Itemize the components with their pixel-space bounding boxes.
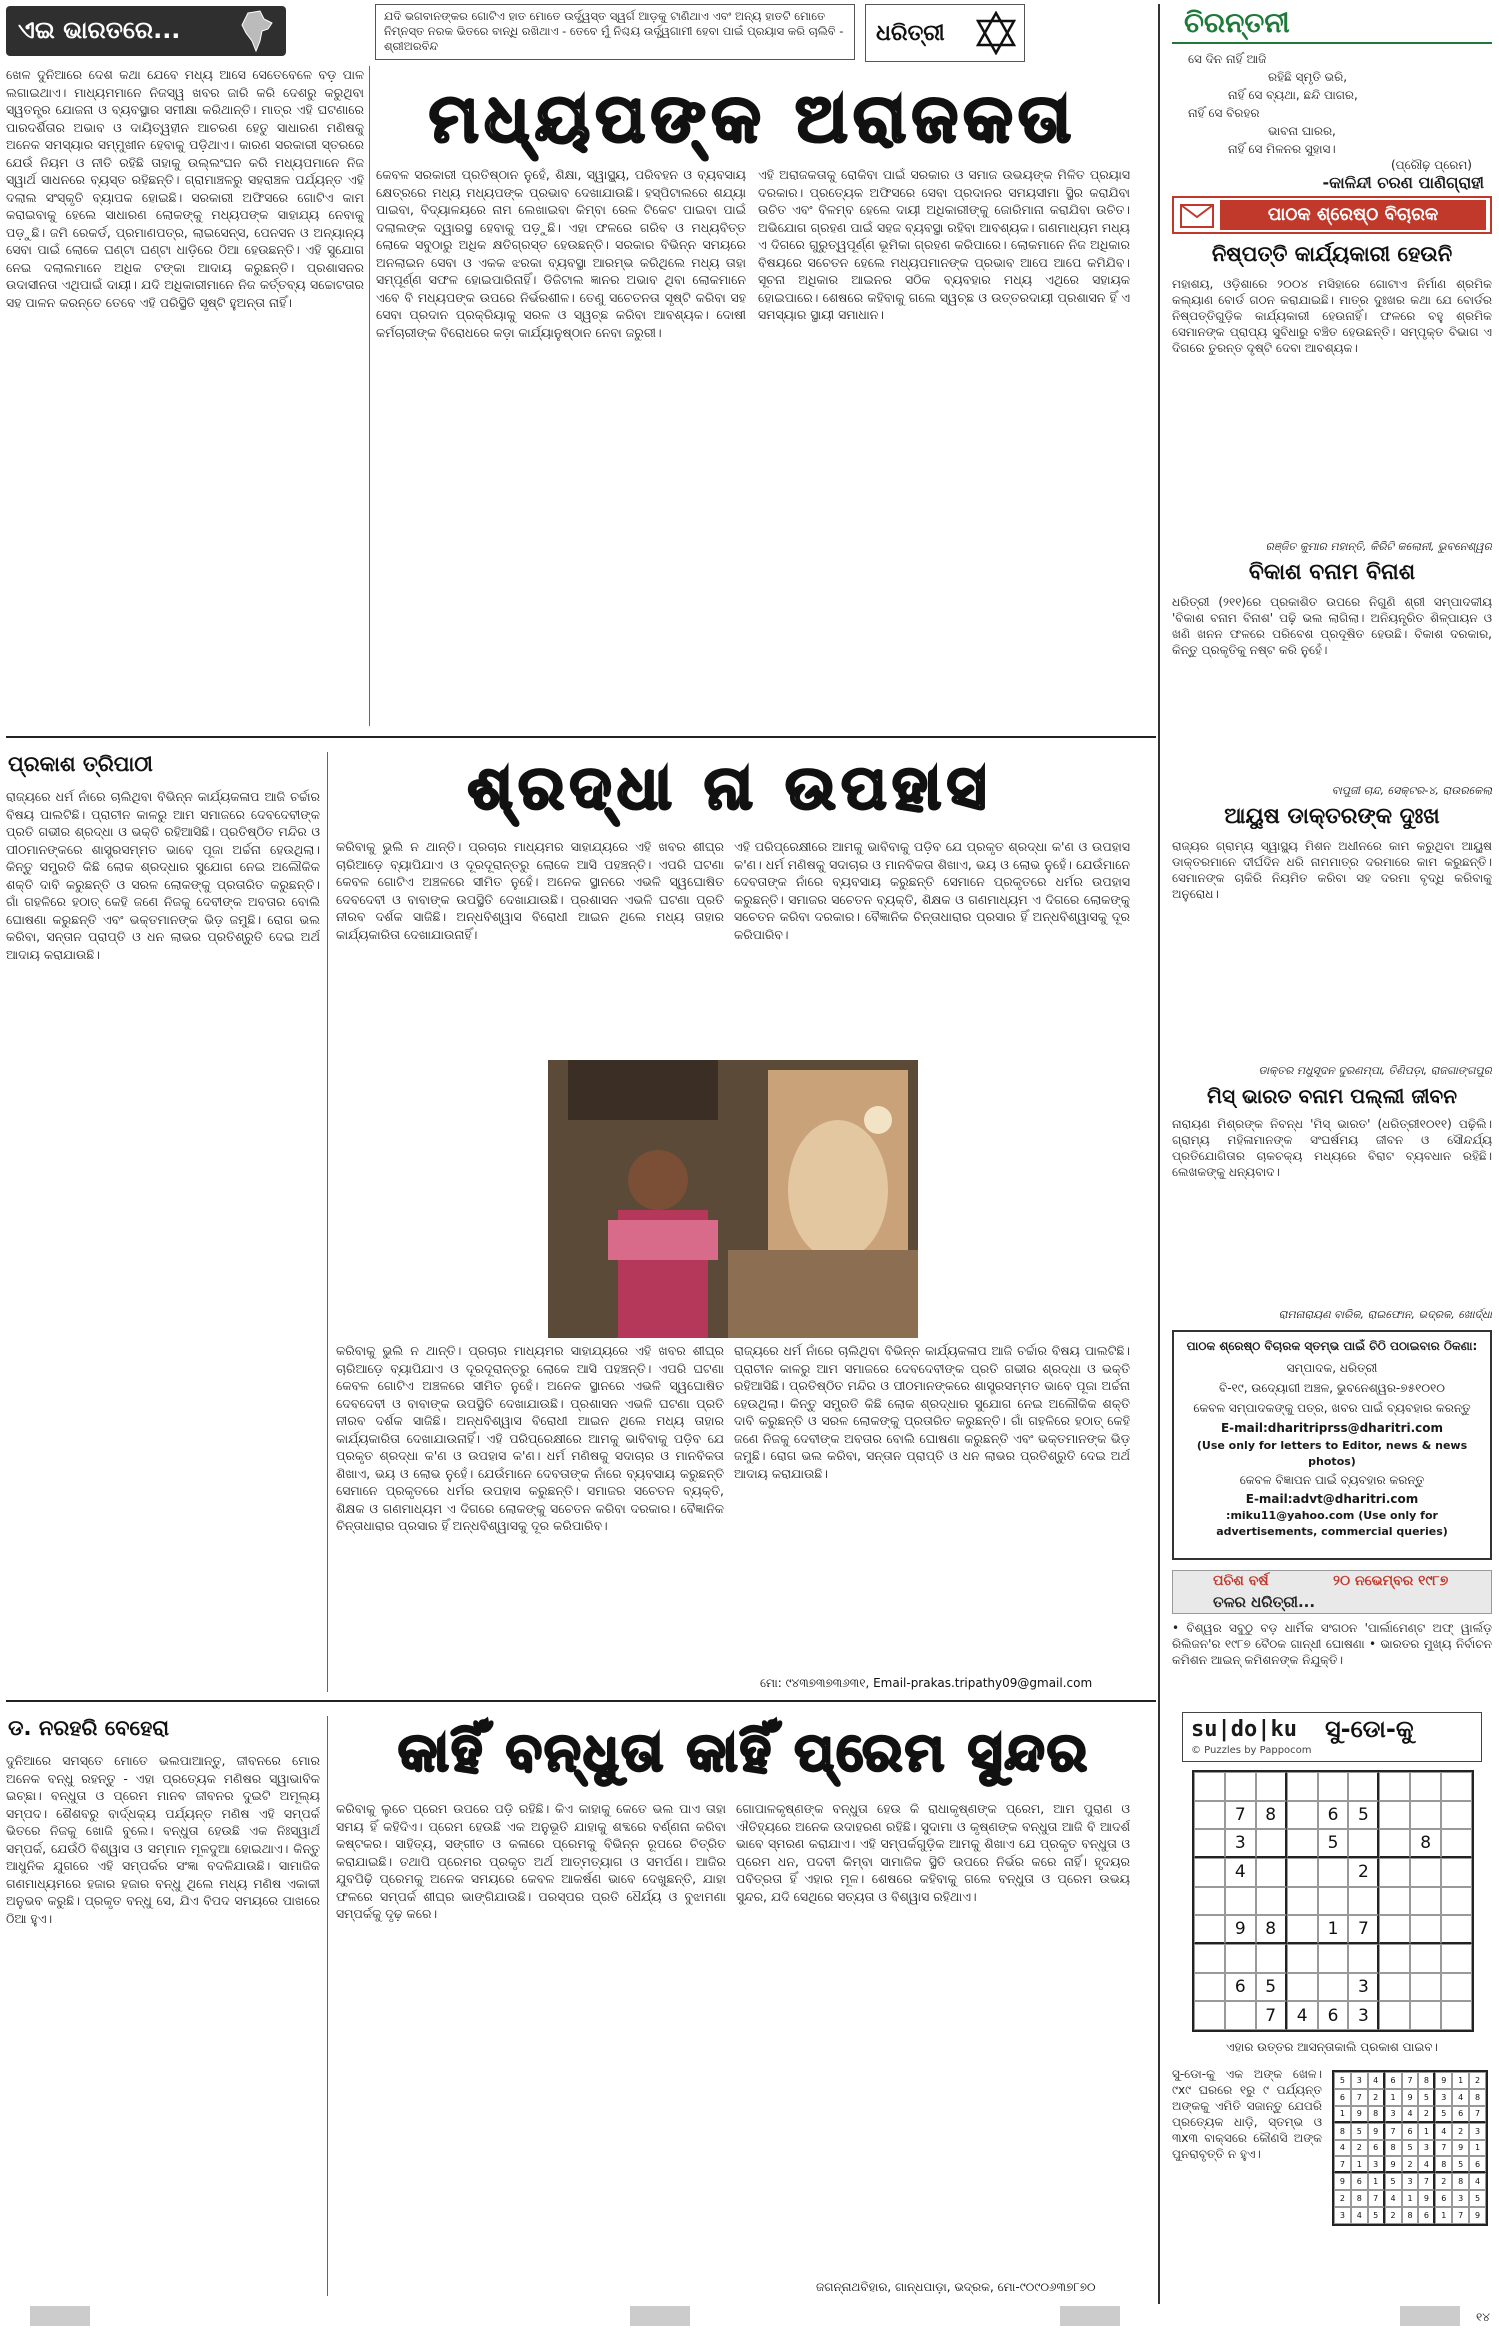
sudoku-cell[interactable]: 7	[1348, 1915, 1379, 1944]
sudoku-credit: © Puzzles by Pappocom	[1191, 1745, 1312, 1756]
sudoku-cell[interactable]	[1225, 2001, 1256, 2030]
sudoku-cell[interactable]	[1318, 1973, 1349, 2002]
answer-cell: 3	[1469, 2123, 1486, 2140]
answer-cell: 8	[1334, 2123, 1351, 2140]
sudoku-cell[interactable]	[1256, 1858, 1287, 1887]
sudoku-cell[interactable]	[1256, 1829, 1287, 1858]
letter-body: ନାରାୟଣ ମିଶ୍ରଙ୍କ ନିବନ୍ଧ 'ମିସ୍ ଭାରତ' (ଧରିତ୍ରୀ୧୦୧୧) ପଢ଼ିଲି। ଗ୍ରାମ୍ୟ ମହିଳାମାନଙ୍କ ସଂଘର୍ଷମୟ ଜୀବନ ଓ ସୌନ୍ଦର୍ଯ୍ୟ ପ୍ରତିଯୋଗିତାର ଚାକଚକ୍ୟ ମଧ୍ୟରେ ବିରାଟ ବ୍ୟବଧାନ ରହିଛି। ଲେଖକଙ୍କୁ ଧନ୍ୟବାଦ।	[1172, 1117, 1492, 1179]
sudoku-title: su|do|ku	[1191, 1717, 1297, 1742]
answer-cell: 4	[1334, 2140, 1351, 2157]
answer-cell: 7	[1334, 2156, 1351, 2173]
poem-author: -କାଳିନ୍ଦୀ ଚରଣ ପାଣିଗ୍ରାହୀ	[1322, 173, 1484, 192]
sudoku-cell[interactable]: 9	[1225, 1915, 1256, 1944]
letter-title: ନିଷ୍ପତ୍ତି କାର୍ଯ୍ୟକାରୀ ହେଉନି	[1211, 242, 1453, 266]
answer-cell: 6	[1418, 2207, 1435, 2224]
page-number: ୧୪	[1476, 2310, 1490, 2324]
article-column-3: ଗୋପାଳକୃଷ୍ଣଙ୍କ ବନ୍ଧୁତା ହେଉ କି ରାଧାକୃଷ୍ଣଙ୍କ ପ୍ରେମ, ଆମ ପୁରାଣ ଓ ଐତିହ୍ୟରେ ଅନେକ ଉଦାହରଣ ରହିଛି। ସୁଦାମା ଓ କୃଷ୍ଣଙ୍କ ବନ୍ଧୁତା ଆଜି ବି ଆଦର୍ଶ ଭାବେ ସ୍ମରଣ କରାଯାଏ। ଏହି ସମ୍ପର୍କଗୁଡ଼ିକ ଆମକୁ ଶିଖାଏ ଯେ ପ୍ରକୃତ ବନ୍ଧୁତା ଓ ପ୍ରେମ ଧନ, ପଦବୀ କିମ୍ବା ସାମାଜିକ ସ୍ଥିତି ଉପରେ ନିର୍ଭର କରେ ନାହିଁ। ହୃଦୟର ପବିତ୍ରତା ହିଁ ଏହାର ମୂଳ। ଶେଷରେ କହିବାକୁ ଗଲେ ବନ୍ଧୁତା ଓ ପ୍ରେମ ଉଭୟ ସୁନ୍ଦର, ଯଦି ସେଥିରେ ସତ୍ୟତା ଓ ବିଶ୍ୱାସ ରହିଥାଏ।	[736, 1801, 1130, 1904]
letter-signature: ରଞ୍ଜିତ କୁମାର ମହାନ୍ତି, କିରିଟି କଲୋନୀ, ଭୁବନେଶ୍ୱର	[1265, 540, 1492, 553]
answer-cell: 7	[1452, 2207, 1469, 2224]
sudoku-answer-grid	[1332, 2070, 1488, 2226]
answer-cell: 1	[1334, 2106, 1351, 2123]
answer-cell: 4	[1469, 2173, 1486, 2190]
answer-cell: 5	[1351, 2123, 1368, 2140]
answer-cell: 6	[1385, 2072, 1402, 2089]
sudoku-cell[interactable]	[1287, 1858, 1318, 1887]
sudoku-cell[interactable]	[1441, 1915, 1472, 1944]
letter-signature: ରାମନାରାୟଣ ବାରିକ, ରାଇଫୋନ, ଭଦ୍ରକ, ଖୋର୍ଦ୍ଧା	[1278, 1308, 1492, 1321]
article-headline: ମଧ୍ୟପଙ୍କ ଅରାଜକତା	[429, 80, 1077, 157]
answer-cell: 8	[1418, 2072, 1435, 2089]
sudoku-cell[interactable]: 5	[1348, 1801, 1379, 1830]
answer-cell: 2	[1368, 2089, 1385, 2106]
sudoku-cell[interactable]	[1441, 1973, 1472, 2002]
sudoku-cell[interactable]: 6	[1225, 1973, 1256, 2002]
sudoku-cell[interactable]	[1441, 1944, 1472, 1973]
answer-cell: 4	[1368, 2072, 1385, 2089]
contact-line: advertisements, commercial queries)	[1216, 1525, 1448, 1538]
sudoku-note: ଏହାର ଉତ୍ତର ଆସନ୍ତାକାଲି ପ୍ରକାଶ ପାଇବ।	[1226, 2040, 1438, 2054]
answer-cell: 5	[1452, 2156, 1469, 2173]
article-byline: ଡ. ନରହରି ବେହେରା	[8, 1716, 170, 1740]
sudoku-cell[interactable]	[1379, 1973, 1410, 2002]
answer-cell: 2	[1452, 2123, 1469, 2140]
star-emblem-icon	[974, 11, 1018, 55]
answer-cell: 6	[1351, 2173, 1368, 2190]
answer-cell: 7	[1385, 2123, 1402, 2140]
sudoku-cell[interactable]	[1379, 1829, 1410, 1858]
answer-cell: 2	[1435, 2173, 1452, 2190]
sudoku-cell[interactable]	[1379, 1858, 1410, 1887]
letter-title: ବିକାଶ ବନାମ ବିନାଶ	[1248, 560, 1416, 585]
answer-cell: 6	[1452, 2106, 1469, 2123]
sudoku-cell[interactable]	[1287, 1915, 1318, 1944]
answer-cell: 8	[1368, 2106, 1385, 2123]
sudoku-cell[interactable]	[1287, 1944, 1318, 1973]
sudoku-title-odia: ସୁ-ଡୋ-କୁ	[1325, 1715, 1414, 1743]
answer-cell: 3	[1435, 2089, 1452, 2106]
sudoku-cell[interactable]	[1287, 1772, 1318, 1801]
answer-cell: 6	[1368, 2140, 1385, 2157]
letter-body: ମହାଶୟ, ଓଡ଼ିଶାରେ ୨୦୦୪ ମସିହାରେ ଗୋଟାଏ ନିର୍ମାଣ ଶ୍ରମିକ କଲ୍ୟାଣ ବୋର୍ଡ ଗଠନ କରାଯାଇଛି। ମାତ୍ର ଦୁଃଖର କଥା ଯେ ବୋର୍ଡର ନିଷ୍ପତ୍ତିଗୁଡ଼ିକ କାର୍ଯ୍ୟକାରୀ ହେଉନାହିଁ। ଫଳରେ ବହୁ ଶ୍ରମିକ ସେମାନଙ୍କ ପ୍ରାପ୍ୟ ସୁବିଧାରୁ ବଞ୍ଚିତ ହେଉଛନ୍ତି। ସମ୍ପୃକ୍ତ ବିଭାଗ ଏ ଦିଗରେ ତୁରନ୍ତ ଦୃଷ୍ଟି ଦେବା ଆବଶ୍ୟକ।	[1172, 277, 1492, 355]
sudoku-cell[interactable]	[1318, 1944, 1349, 1973]
letter-signature: ଡାକ୍ତର ମଧୁସୂଦନ ଦୁରଣମ୍ପା, ତିଣିପଡ଼ା, ରାଜଗାଙ୍ଗପୁର	[1258, 1064, 1492, 1077]
series-tag	[6, 6, 286, 56]
answer-cell: 9	[1402, 2089, 1419, 2106]
sudoku-cell[interactable]	[1348, 1944, 1379, 1973]
letter-body: ଧରିତ୍ରୀ (୨୧୧)ରେ ପ୍ରକାଶିତ ଉପରେ ନିଗୁଣି ଶ୍ରୀ ସମ୍ପାଦକୀୟ 'ବିକାଶ ବନାମ ବିନାଶ' ପଢ଼ି ଭଲ ଲାଗିଲା। ଅନିୟନ୍ତ୍ରିତ ଶିଳ୍ପାୟନ ଓ ଖଣି ଖନନ ଫଳରେ ପରିବେଶ ପ୍ରଦୂଷିତ ହେଉଛି। ବିକାଶ ଦରକାର, କିନ୍ତୁ ପ୍ରକୃତିକୁ ନଷ୍ଟ କରି ନୁହେଁ।	[1172, 595, 1492, 657]
answer-cell: 5	[1334, 2072, 1351, 2089]
archive-subtitle: ତଳର ଧରିତ୍ରୀ...	[1213, 1593, 1316, 1611]
article-column-3: ଏହି ପରିପ୍ରେକ୍ଷୀରେ ଆମକୁ ଭାବିବାକୁ ପଡ଼ିବ ଯେ ପ୍ରକୃତ ଶ୍ରଦ୍ଧା କ'ଣ ଓ ଉପହାସ କ'ଣ। ଧର୍ମ ମଣିଷକୁ ସଦାଚାର ଓ ମାନବିକତା ଶିଖାଏ, ଭୟ ଓ ଲୋଭ ନୁହେଁ। ଯେଉଁମାନେ ଦେବତାଙ୍କ ନାଁରେ ବ୍ୟବସାୟ କରୁଛନ୍ତି ସେମାନେ ପ୍ରକୃତରେ ଧର୍ମର ଉପହାସ କରୁଛନ୍ତି। ସମାଜର ସଚେତନ ବ୍ୟକ୍ତି, ଶିକ୍ଷକ ଓ ଗଣମାଧ୍ୟମ ଏ ଦିଗରେ ଲୋକଙ୍କୁ ସଚେତନ କରିବା ଦରକାର। ବୈଜ୍ଞାନିକ ଚିନ୍ତାଧାରାର ପ୍ରସାର ହିଁ ଅନ୍ଧବିଶ୍ୱାସକୁ ଦୂର କରିପାରିବ।	[734, 839, 1130, 942]
sudoku-cell[interactable]	[1194, 1829, 1225, 1858]
answer-cell: 7	[1402, 2072, 1419, 2089]
chirantani-box	[1172, 6, 1492, 192]
answer-cell: 4	[1402, 2106, 1419, 2123]
archive-banner	[1172, 1570, 1492, 1614]
footer-bar	[630, 2306, 690, 2326]
answer-cell: 9	[1418, 2190, 1435, 2207]
article-column-2: ଏହି ଅରାଜକତାକୁ ରୋକିବା ପାଇଁ ସରକାର ଓ ସମାଜ ଉଭୟଙ୍କ ମିଳିତ ପ୍ରୟାସ ଦରକାର। ପ୍ରତ୍ୟେକ ଅଫିସରେ ସେବା ପ୍ରଦାନର ସମୟସୀମା ସ୍ଥିର କରାଯିବା ଉଚିତ ଏବଂ ବିଳମ୍ବ ହେଲେ ଦାୟୀ ଅଧିକାରୀଙ୍କୁ ଜୋରିମାନା କରାଯିବା ଉଚିତ। ଅଭିଯୋଗ ଗ୍ରହଣ ପାଇଁ ସହଜ ବ୍ୟବସ୍ଥା ରହିବା ଆବଶ୍ୟକ। ଗଣମାଧ୍ୟମ ମଧ୍ୟ ଏ ଦିଗରେ ଗୁରୁତ୍ୱପୂର୍ଣ୍ଣ ଭୂମିକା ଗ୍ରହଣ କରିପାରେ। ଲୋକମାନେ ନିଜ ଅଧିକାର ବିଷୟରେ ସଚେତନ ହେଲେ ମଧ୍ୟପମାନଙ୍କ ପ୍ରଭାବ ଆପେ ଆପେ କମିଯିବ। ସୂଚନା ଅଧିକାର ଆଇନର ସଠିକ ବ୍ୟବହାର ମଧ୍ୟ ଏଥିରେ ସହାୟକ ହୋଇପାରେ। ଶେଷରେ କହିବାକୁ ଗଲେ ସ୍ୱଚ୍ଛ ଓ ଉତ୍ତରଦାୟୀ ପ୍ରଶାସନ ହିଁ ଏ ସମସ୍ୟାର ସ୍ଥାୟୀ ସମାଧାନ।	[758, 167, 1130, 322]
answer-cell: 7	[1368, 2190, 1385, 2207]
answer-cell: 1	[1351, 2156, 1368, 2173]
sudoku-cell[interactable]: 4	[1287, 2001, 1318, 2030]
sudoku-grid[interactable]	[1192, 1770, 1474, 2032]
article-column-2: କରିବାକୁ ଭୁଲି ନ ଥାନ୍ତି। ପ୍ରଚାର ମାଧ୍ୟମର ସାହାଯ୍ୟରେ ଏହି ଖବର ଶୀଘ୍ର ଚାରିଆଡ଼େ ବ୍ୟାପିଯାଏ ଓ ଦୂରଦୂରାନ୍ତରୁ ଲୋକେ ଆସି ପହଞ୍ଚନ୍ତି। ଏପରି ଘଟଣା କେବଳ ଗୋଟିଏ ଅଞ୍ଚଳରେ ସୀମିତ ନୁହେଁ। ଅନେକ ସ୍ଥାନରେ ଏଭଳି ସ୍ୱଘୋଷିତ ଦେବଦେବୀ ଓ ବାବାଙ୍କ ଉପସ୍ଥିତି ଦେଖାଯାଉଛି। ପ୍ରଶାସନ ଏଭଳି ଘଟଣା ପ୍ରତି ନୀରବ ଦର୍ଶକ ସାଜିଛି। ଅନ୍ଧବିଶ୍ୱାସ ବିରୋଧୀ ଆଇନ ଥିଲେ ମଧ୍ୟ ତାହାର କାର୍ଯ୍ୟକାରିତା ଦେଖାଯାଉନାହିଁ।	[336, 839, 724, 942]
sudoku-cell[interactable]	[1348, 1887, 1379, 1916]
answer-cell: 7	[1469, 2106, 1486, 2123]
archive-date: ୨୦ ନଭେମ୍ବର ୧୯୮୭	[1333, 1573, 1449, 1589]
sudoku-cell[interactable]	[1194, 1915, 1225, 1944]
sudoku-cell[interactable]	[1379, 1801, 1410, 1830]
sudoku-cell[interactable]: 8	[1410, 1829, 1441, 1858]
answer-cell: 4	[1435, 2123, 1452, 2140]
letters-banner	[1172, 196, 1492, 234]
answer-cell: 2	[1334, 2190, 1351, 2207]
answer-cell: 1	[1469, 2140, 1486, 2157]
sudoku-cell[interactable]	[1410, 2001, 1441, 2030]
sudoku-cell[interactable]	[1194, 1858, 1225, 1887]
sudoku-cell[interactable]	[1225, 1887, 1256, 1916]
sudoku-cell[interactable]: 7	[1256, 2001, 1287, 2030]
answer-cell: 3	[1418, 2140, 1435, 2157]
contact-line: ସମ୍ପାଦକ, ଧରିତ୍ରୀ	[1286, 1361, 1378, 1375]
contact-email[interactable]: :miku11@yahoo.com (Use only for	[1226, 1509, 1438, 1522]
archive-text: • ବିଶ୍ୱର ସବୁଠୁ ବଡ଼ ଧାର୍ମିକ ସଂଗଠନ 'ପାର୍ଲାମେଣ୍ଟ ଅଫ୍ ୱାର୍ଲଡ଼ ରିଲିଜନ'ର ୧୯୮୭ ବୈଠକ ଗାନ୍ଧୀ ଘୋଷଣା • ଭାରତର ମୁଖ୍ୟ ନିର୍ବାଚନ କମିଶନ ଆଇନ୍ କମିଶନଙ୍କ ନିଯୁକ୍ତି।	[1172, 1621, 1492, 1667]
india-map-icon	[234, 9, 278, 53]
answer-cell: 8	[1385, 2140, 1402, 2157]
sudoku-cell[interactable]	[1348, 1829, 1379, 1858]
answer-cell: 3	[1368, 2156, 1385, 2173]
answer-cell: 4	[1351, 2207, 1368, 2224]
answer-cell: 2	[1385, 2207, 1402, 2224]
sudoku-cell[interactable]	[1194, 1772, 1225, 1801]
dharitri-logo	[865, 4, 1025, 62]
sudoku-cell[interactable]	[1441, 1887, 1472, 1916]
answer-cell: 9	[1351, 2106, 1368, 2123]
sudoku-cell[interactable]	[1410, 1887, 1441, 1916]
answer-cell: 1	[1368, 2173, 1385, 2190]
sudoku-cell[interactable]: 3	[1348, 2001, 1379, 2030]
sudoku-cell[interactable]: 6	[1318, 1801, 1349, 1830]
sudoku-cell[interactable]	[1441, 1829, 1472, 1858]
sudoku-cell[interactable]: 8	[1256, 1801, 1287, 1830]
answer-cell: 9	[1385, 2156, 1402, 2173]
answer-cell: 7	[1351, 2089, 1368, 2106]
answer-cell: 1	[1418, 2123, 1435, 2140]
contact-email[interactable]: E-mail:advt@dharitri.com	[1245, 1492, 1419, 1506]
article-byline: ପ୍ରକାଶ ତ୍ରିପାଠୀ	[8, 752, 153, 776]
answer-cell: 1	[1452, 2072, 1469, 2089]
sudoku-cell[interactable]	[1441, 1772, 1472, 1801]
answer-cell: 5	[1418, 2089, 1435, 2106]
daily-quote-text: ଯଦି ଭଗବାନଙ୍କର ଗୋଟିଏ ହାତ ମୋତେ ଉର୍ଦ୍ଧ୍ୱସ୍ତ ସ୍ୱର୍ଗ ଆଡ଼କୁ ଟାଣିଥାଏ ଏବଂ ଅନ୍ୟ ହାତଟି ମୋତେ ନିମ୍ନସ୍ତ ନରକ ଭିତରେ ବାନ୍ଧି ରଖିଥାଏ - ତେବେ ମୁଁ ନିଶ୍ଚୟ ଉର୍ଦ୍ଧ୍ୱଗାମୀ ହେବା ପାଇଁ ପ୍ରୟାସ କରି ଚାଲିବି - ଶ୍ରୀଅରବିନ୍ଦ	[384, 9, 844, 53]
sudoku-header	[1182, 1712, 1482, 1762]
answer-cell: 4	[1452, 2089, 1469, 2106]
sudoku-cell[interactable]	[1194, 1801, 1225, 1830]
footer-bar	[1400, 2306, 1460, 2326]
answer-cell: 9	[1469, 2207, 1486, 2224]
sudoku-cell[interactable]	[1194, 1973, 1225, 2002]
chirantani-title: ଚିରନ୍ତନୀ	[1172, 6, 1492, 44]
sudoku-cell[interactable]: 2	[1348, 1858, 1379, 1887]
article-column-2: କରିବାକୁ ଲୁଚେ ପ୍ରେମ ଉପରେ ପଡ଼ି ରହିଛି। କିଏ କାହାକୁ କେତେ ଭଲ ପାଏ ତାହା ସମୟ ହିଁ କହିଦିଏ। ପ୍ରେମ ହେଉଛି ଏକ ଅନୁଭୂତି ଯାହାକୁ ଶବ୍ଦରେ ବର୍ଣ୍ଣନା କରିବା କଷ୍ଟକର। ସାହିତ୍ୟ, ସଙ୍ଗୀତ ଓ କଳାରେ ପ୍ରେମକୁ ବିଭିନ୍ନ ରୂପରେ ଚିତ୍ରିତ କରାଯାଇଛି। ତଥାପି ପ୍ରେମର ପ୍ରକୃତ ଅର୍ଥ ଆତ୍ମତ୍ୟାଗ ଓ ସମର୍ପଣ। ଆଜିର ଯୁବପିଢ଼ି ପ୍ରେମକୁ ଅନେକ ସମୟରେ କେବଳ ଆକର୍ଷଣ ଭାବେ ଦେଖୁଛନ୍ତି, ଯାହା ଫଳରେ ସମ୍ପର୍କ ଶୀଘ୍ର ଭାଙ୍ଗିଯାଉଛି। ପରସ୍ପର ପ୍ରତି ଧୈର୍ଯ୍ୟ ଓ ବୁଝାମଣା ସମ୍ପର୍କକୁ ଦୃଢ଼ କରେ।	[336, 1801, 726, 1921]
answer-cell: 6	[1469, 2156, 1486, 2173]
answer-cell: 3	[1452, 2190, 1469, 2207]
archive-label: ପଚିଶ ବର୍ଷ	[1213, 1573, 1269, 1589]
sudoku-cell[interactable]	[1256, 1772, 1287, 1801]
article-headline: ଶ୍ରଦ୍ଧା ନା ଉପହାସ	[467, 753, 993, 823]
sudoku-cell[interactable]	[1441, 2001, 1472, 2030]
answer-cell: 4	[1418, 2156, 1435, 2173]
article-headline: କାହିଁ ବନ୍ଧୁତା କାହିଁ ପ୍ରେମ ସୁନ୍ଦର	[398, 1723, 1090, 1783]
letters-banner-title: ପାଠକ ଶ୍ରେଷ୍ଠ ବିଚାରକ	[1220, 200, 1486, 230]
answer-cell: 8	[1351, 2190, 1368, 2207]
article-column-3b: ରାଜ୍ୟରେ ଧର୍ମ ନାଁରେ ଚାଲିଥିବା ବିଭିନ୍ନ କାର୍ଯ୍ୟକଳାପ ଆଜି ଚର୍ଚ୍ଚାର ବିଷୟ ପାଲଟିଛି। ପ୍ରାଚୀନ କାଳରୁ ଆମ ସମାଜରେ ଦେବଦେବୀଙ୍କ ପ୍ରତି ଗଭୀର ଶ୍ରଦ୍ଧା ଓ ଭକ୍ତି ରହିଆସିଛି। ପ୍ରତିଷ୍ଠିତ ମନ୍ଦିର ଓ ପୀଠମାନଙ୍କରେ ଶାସ୍ତ୍ରସମ୍ମତ ଭାବେ ପୂଜା ଅର୍ଚ୍ଚନା ହେଉଥିଲା। କିନ୍ତୁ ସମ୍ପ୍ରତି କିଛି ଲୋକ ଶ୍ରଦ୍ଧାର ସୁଯୋଗ ନେଇ ଅଲୌକିକ ଶକ୍ତି ଦାବି କରୁଛନ୍ତି ଓ ସରଳ ଲୋକଙ୍କୁ ପ୍ରତାରିତ କରୁଛନ୍ତି। ଗାଁ ଗହଳିରେ ହଠାତ୍ କେହି ଜଣେ ନିଜକୁ ଦେବୀଙ୍କ ଅବତାର ବୋଲି ଘୋଷଣା କରୁଛନ୍ତି ଏବଂ ଭକ୍ତମାନଙ୍କ ଭିଡ଼ ଜମୁଛି। ରୋଗ ଭଲ କରିବା, ସନ୍ତାନ ପ୍ରାପ୍ତି ଓ ଧନ ଲାଭର ପ୍ରତିଶ୍ରୁତି ଦେଇ ଅର୍ଥ ଆଦାୟ କରାଯାଉଛି।	[734, 1343, 1130, 1481]
sudoku-cell[interactable]	[1318, 1887, 1349, 1916]
answer-cell: 4	[1385, 2190, 1402, 2207]
sudoku-cell[interactable]	[1410, 1915, 1441, 1944]
answer-cell: 2	[1351, 2140, 1368, 2157]
sudoku-cell[interactable]: 8	[1256, 1915, 1287, 1944]
sudoku-cell[interactable]	[1410, 1944, 1441, 1973]
sudoku-cell[interactable]: 1	[1318, 1915, 1349, 1944]
answer-cell: 5	[1435, 2106, 1452, 2123]
answer-cell: 9	[1368, 2123, 1385, 2140]
sudoku-cell[interactable]: 6	[1318, 2001, 1349, 2030]
sudoku-cell[interactable]: 3	[1225, 1829, 1256, 1858]
sudoku-cell[interactable]	[1225, 1772, 1256, 1801]
answer-cell: 5	[1368, 2207, 1385, 2224]
sudoku-cell[interactable]	[1318, 1858, 1349, 1887]
letter-body: ରାଜ୍ୟର ଗ୍ରାମ୍ୟ ସ୍ୱାସ୍ଥ୍ୟ ମିଶନ ଅଧୀନରେ କାମ କରୁଥିବା ଆୟୁଷ ଡାକ୍ତରମାନେ ଦୀର୍ଘଦିନ ଧରି ନାମମାତ୍ର ଦରମାରେ କାମ କରୁଛନ୍ତି। ସେମାନଙ୍କ ଚାକିରି ନିୟମିତ କରିବା ସହ ଦରମା ବୃଦ୍ଧି କରିବାକୁ ଅନୁରୋଧ।	[1172, 839, 1492, 901]
sudoku-cell[interactable]	[1256, 1887, 1287, 1916]
answer-cell: 6	[1435, 2190, 1452, 2207]
sudoku-cell[interactable]: 4	[1225, 1858, 1256, 1887]
sudoku-cell[interactable]	[1379, 2001, 1410, 2030]
answer-cell: 2	[1418, 2106, 1435, 2123]
answer-cell: 1	[1435, 2207, 1452, 2224]
answer-cell: 3	[1385, 2106, 1402, 2123]
article-column-1: ଦୁନିଆରେ ସମସ୍ତେ ମୋତେ ଭଲପାଆନ୍ତୁ, ଜୀବନରେ ମୋର ଅନେକ ବନ୍ଧୁ ରହନ୍ତୁ - ଏହା ପ୍ରତ୍ୟେକ ମଣିଷର ସ୍ୱାଭାବିକ ଇଚ୍ଛା। ବନ୍ଧୁତା ଓ ପ୍ରେମ ମାନବ ଜୀବନର ଦୁଇଟି ଅମୂଲ୍ୟ ସମ୍ପଦ। ଶୈଶବରୁ ବାର୍ଦ୍ଧକ୍ୟ ପର୍ଯ୍ୟନ୍ତ ମଣିଷ ଏହି ସମ୍ପର୍କ ଭିତରେ ନିଜକୁ ଖୋଜି ବୁଲେ। ବନ୍ଧୁତା ହେଉଛି ଏକ ନିଃସ୍ୱାର୍ଥ ସମ୍ପର୍କ, ଯେଉଁଠି ବିଶ୍ୱାସ ଓ ସମ୍ମାନ ମୂଳଦୁଆ ହୋଇଥାଏ। କିନ୍ତୁ ଆଧୁନିକ ଯୁଗରେ ଏହି ସମ୍ପର୍କର ସଂଜ୍ଞା ବଦଳିଯାଉଛି। ସାମାଜିକ ଗଣମାଧ୍ୟମରେ ହଜାର ହଜାର ବନ୍ଧୁ ଥିଲେ ମଧ୍ୟ ମଣିଷ ଏକାକୀ ଅନୁଭବ କରୁଛି। ପ୍ରକୃତ ବନ୍ଧୁ ସେ, ଯିଏ ବିପଦ ସମୟରେ ପାଖରେ ଠିଆ ହୁଏ।	[6, 1753, 320, 1926]
sudoku-cell[interactable]	[1441, 1801, 1472, 1830]
sudoku-cell[interactable]	[1194, 1944, 1225, 1973]
sudoku-cell[interactable]	[1410, 1973, 1441, 2002]
sudoku-cell[interactable]	[1287, 1973, 1318, 2002]
daily-quote	[375, 4, 855, 60]
dharitri-logo-text: ଧରିତ୍ରୀ	[876, 21, 945, 46]
answer-cell: 5	[1402, 2140, 1419, 2157]
sudoku-cell[interactable]	[1379, 1944, 1410, 1973]
answer-cell: 7	[1418, 2173, 1435, 2190]
contact-line: କେବଳ ବିଜ୍ଞାପନ ପାଇଁ ବ୍ୟବହାର କରନ୍ତୁ	[1239, 1473, 1425, 1487]
contact-email[interactable]: E-mail:dharitriprss@dharitri.com	[1220, 1421, 1444, 1435]
article-teaser-column: ଖେଳ ଦୁନିଆରେ ଦେଶ କଥା ଯେବେ ମଧ୍ୟ ଆସେ ସେତେବେଳେ ବଡ଼ ପାଳ ଲଗାଇଥାଏ। ମାଧ୍ୟମମାନେ ନିଜସ୍ୱ ଖବର ଜାରି କରି ଦେଶରୁ କରୁଥିବା ସ୍ୱତନ୍ତ୍ର ଯୋଜନା ଓ ବ୍ୟବସ୍ଥାର ସମୀକ୍ଷା କରିଥାନ୍ତି। ମାତ୍ର ଏହି ଘଟଣାରେ ପାରଦର୍ଶିତାର ଅଭାବ ଓ ଦାୟିତ୍ୱହୀନ ଆଚରଣ ହେତୁ ସାଧାରଣ ମଣିଷକୁ ଅନେକ ସମସ୍ୟାର ସମ୍ମୁଖୀନ ହେବାକୁ ପଡ଼ିଥାଏ। କାରଣ ସରକାରୀ ସ୍ତରରେ ଯେଉଁ ନିୟମ ଓ ନୀତି ରହିଛି ତାହାକୁ ଉଲ୍ଲଂଘନ କରି ମଧ୍ୟପମାନେ ନିଜ ସ୍ୱାର୍ଥ ସାଧନରେ ବ୍ୟସ୍ତ ରହିଛନ୍ତି। ଗ୍ରାମାଞ୍ଚଳରୁ ସହରାଞ୍ଚଳ ପର୍ଯ୍ୟନ୍ତ ଏହି ଦଲାଲ ସଂସ୍କୃତି ବ୍ୟାପକ ହୋଇଛି। ସରକାରୀ ଅଫିସରେ ଗୋଟିଏ କାମ କରାଇବାକୁ ହେଲେ ସାଧାରଣ ଲୋକଙ୍କୁ ମଧ୍ୟପଙ୍କ ସାହାଯ୍ୟ ନେବାକୁ ପଡ଼ୁଛି। ଜମି ରେକର୍ଡ, ପ୍ରମାଣପତ୍ର, ଲାଇସେନ୍ସ, ପେନସନ ଓ ଅନ୍ୟାନ୍ୟ ସେବା ପାଇଁ ଲୋକେ ଘଣ୍ଟା ଘଣ୍ଟା ଧାଡ଼ିରେ ଠିଆ ହେଉଛନ୍ତି। ଏହି ସୁଯୋଗ ନେଇ ଦଲାଲମାନେ ଅଧିକ ଟଙ୍କା ଆଦାୟ କରୁଛନ୍ତି। ପ୍ରଶାସନର ଉଦାସୀନତା ଏଥିପାଇଁ ଦାୟୀ। ଯଦି ଅଧିକାରୀମାନେ ନିଜ କର୍ତ୍ତବ୍ୟ ସଚ୍ଚୋଟତାର ସହ ପାଳନ କରନ୍ତେ ତେବେ ଏହି ପରିସ୍ଥିତି ସୃଷ୍ଟି ହୁଅନ୍ତା ନାହିଁ।	[6, 67, 364, 310]
answer-cell: 1	[1402, 2190, 1419, 2207]
answer-cell: 8	[1469, 2089, 1486, 2106]
author-contact: ମୋ: ୯୪୩୭୩୭୩୬୩୧, Email-prakas.tripathy09@gmail.com	[760, 1676, 1093, 1690]
answer-cell: 2	[1402, 2156, 1419, 2173]
sudoku-cell[interactable]	[1318, 1772, 1349, 1801]
sudoku-cell[interactable]	[1194, 2001, 1225, 2030]
answer-cell: 8	[1435, 2156, 1452, 2173]
answer-cell: 7	[1435, 2140, 1452, 2157]
poem-lines: ସେ ଦିନ ନାହିଁ ଆଜି ରହିଛି ସ୍ମୃତି ଭରି, ନାହିଁ ସେ ବ୍ୟଥା, ଛନ୍ଦି ପାଗର, ନାହିଁ ସେ ବିରହର ଭାବନା ଘାରର, ନାହିଁ ସେ ମିଳନର ସୁହାସ।	[1188, 52, 1358, 156]
article-column-1: କେବଳ ସରକାରୀ ପ୍ରତିଷ୍ଠାନ ନୁହେଁ, ଶିକ୍ଷା, ସ୍ୱାସ୍ଥ୍ୟ, ପରିବହନ ଓ ବ୍ୟବସାୟ କ୍ଷେତ୍ରରେ ମଧ୍ୟ ମଧ୍ୟପଙ୍କ ପ୍ରଭାବ ଦେଖାଯାଉଛି। ହସ୍ପିଟାଲରେ ଶଯ୍ୟା ପାଇବା, ବିଦ୍ୟାଳୟରେ ନାମ ଲେଖାଇବା କିମ୍ବା ରେଳ ଟିକେଟ ପାଇବା ପାଇଁ ଦଲାଲଙ୍କ ଦ୍ୱାରସ୍ଥ ହେବାକୁ ପଡ଼ୁଛି। ଏହା ଫଳରେ ଗରିବ ଓ ମଧ୍ୟବିତ୍ତ ଲୋକେ ସବୁଠାରୁ ଅଧିକ କ୍ଷତିଗ୍ରସ୍ତ ହେଉଛନ୍ତି। ସରକାର ବିଭିନ୍ନ ସମୟରେ ଅନଲାଇନ ସେବା ଓ ଏକକ ଝରକା ବ୍ୟବସ୍ଥା ଆରମ୍ଭ କରିଥିଲେ ମଧ୍ୟ ତାହା ସମ୍ପୂର୍ଣ୍ଣ ସଫଳ ହୋଇପାରିନାହିଁ। ଡିଜିଟାଲ ଜ୍ଞାନର ଅଭାବ ଥିବା ଲୋକମାନେ ଏବେ ବି ମଧ୍ୟପଙ୍କ ଉପରେ ନିର୍ଭରଶୀଳ। ତେଣୁ ସଚେତନତା ସୃଷ୍ଟି କରିବା ସହ ସେବା ପ୍ରଦାନ ପ୍ରକ୍ରିୟାକୁ ସରଳ ଓ ସ୍ୱଚ୍ଛ କରିବା ଆବଶ୍ୟକ। ଦୋଷୀ କର୍ମଚାରୀଙ୍କ ବିରୋଧରେ କଡ଼ା କାର୍ଯ୍ୟାନୁଷ୍ଠାନ ନେବା ଜରୁରୀ।	[376, 167, 746, 340]
sudoku-cell[interactable]	[1287, 1887, 1318, 1916]
footer-bar	[1060, 2306, 1120, 2326]
answer-cell: 9	[1435, 2072, 1452, 2089]
poem-source: (ପ୍ରୌଢ଼ ପ୍ରେମ)	[1390, 158, 1472, 172]
sudoku-cell[interactable]	[1348, 1772, 1379, 1801]
sudoku-cell[interactable]	[1225, 1944, 1256, 1973]
letter-signature: ବାପୁଜୀ ଚାନ୍ଦ, ସେକ୍ଟର-୪, ରାଉରକେଲା	[1331, 784, 1492, 797]
author-address: ଜଗନ୍ନାଥବିହାର, ଗାନ୍ଧପାଡ଼ା, ଭଦ୍ରକ, ମୋ-୯୦୯୦୬୩୭୮୭୦	[816, 2280, 1096, 2294]
series-tag-label: ଏଇ ଭାରତରେ...	[18, 16, 181, 44]
sudoku-cell[interactable]	[1379, 1772, 1410, 1801]
contact-box	[1172, 1330, 1492, 1560]
sudoku-cell[interactable]	[1287, 1829, 1318, 1858]
sudoku-cell[interactable]: 3	[1348, 1973, 1379, 2002]
answer-cell: 6	[1402, 2123, 1419, 2140]
answer-cell: 6	[1334, 2089, 1351, 2106]
sudoku-cell[interactable]	[1194, 1887, 1225, 1916]
answer-cell: 5	[1469, 2190, 1486, 2207]
answer-cell: 8	[1402, 2207, 1419, 2224]
answer-cell: 1	[1385, 2089, 1402, 2106]
answer-cell: 2	[1469, 2072, 1486, 2089]
sudoku-cell[interactable]: 5	[1256, 1973, 1287, 2002]
sudoku-cell[interactable]	[1410, 1801, 1441, 1830]
sudoku-cell[interactable]: 5	[1318, 1829, 1349, 1858]
answer-cell: 3	[1351, 2072, 1368, 2089]
sudoku-cell[interactable]	[1410, 1858, 1441, 1887]
sudoku-cell[interactable]	[1287, 1801, 1318, 1830]
sudoku-cell[interactable]	[1410, 1772, 1441, 1801]
contact-title: ପାଠକ ଶ୍ରେଷ୍ଠ ବିଚାରକ ସ୍ତମ୍ଭ ପାଇଁ ଚିଠି ପଠାଇବାର ଠିକଣା:	[1186, 1339, 1478, 1353]
sudoku-cell[interactable]	[1379, 1915, 1410, 1944]
answer-cell: 9	[1334, 2173, 1351, 2190]
article-column-1: ରାଜ୍ୟରେ ଧର୍ମ ନାଁରେ ଚାଲିଥିବା ବିଭିନ୍ନ କାର୍ଯ୍ୟକଳାପ ଆଜି ଚର୍ଚ୍ଚାର ବିଷୟ ପାଲଟିଛି। ପ୍ରାଚୀନ କାଳରୁ ଆମ ସମାଜରେ ଦେବଦେବୀଙ୍କ ପ୍ରତି ଗଭୀର ଶ୍ରଦ୍ଧା ଓ ଭକ୍ତି ରହିଆସିଛି। ପ୍ରତିଷ୍ଠିତ ମନ୍ଦିର ଓ ପୀଠମାନଙ୍କରେ ଶାସ୍ତ୍ରସମ୍ମତ ଭାବେ ପୂଜା ଅର୍ଚ୍ଚନା ହେଉଥିଲା। କିନ୍ତୁ ସମ୍ପ୍ରତି କିଛି ଲୋକ ଶ୍ରଦ୍ଧାର ସୁଯୋଗ ନେଇ ଅଲୌକିକ ଶକ୍ତି ଦାବି କରୁଛନ୍ତି ଓ ସରଳ ଲୋକଙ୍କୁ ପ୍ରତାରିତ କରୁଛନ୍ତି। ଗାଁ ଗହଳିରେ ହଠାତ୍ କେହି ଜଣେ ନିଜକୁ ଦେବୀଙ୍କ ଅବତାର ବୋଲି ଘୋଷଣା କରୁଛନ୍ତି ଏବଂ ଭକ୍ତମାନଙ୍କ ଭିଡ଼ ଜମୁଛି। ରୋଗ ଭଲ କରିବା, ସନ୍ତାନ ପ୍ରାପ୍ତି ଓ ଧନ ଲାଭର ପ୍ରତିଶ୍ରୁତି ଦେଇ ଅର୍ଥ ଆଦାୟ କରାଯାଉଛି।	[6, 789, 320, 962]
letter-title: ଆୟୁଷ ଡାକ୍ତରଙ୍କ ଦୁଃଖ	[1224, 804, 1440, 829]
answer-cell: 3	[1402, 2173, 1419, 2190]
sudoku-cell[interactable]: 7	[1225, 1801, 1256, 1830]
answer-cell: 3	[1334, 2207, 1351, 2224]
sudoku-cell[interactable]	[1379, 1887, 1410, 1916]
contact-line: ବି-୧୯, ଉଦ୍ୟୋଗୀ ଅଞ୍ଚଳ, ଭୁବନେଶ୍ୱର-୭୫୧୦୧୦	[1219, 1381, 1445, 1395]
sudoku-rules: ସୁ-ଡୋ-କୁ ଏକ ଅଙ୍କ ଖେଳ। ୯x୯ ଘରରେ ୧ରୁ ୯ ପର୍ଯ୍ୟନ୍ତ ଅଙ୍କକୁ ଏମିତି ସଜାନ୍ତୁ ଯେପରି ପ୍ରତ୍ୟେକ ଧାଡ଼ି, ସ୍ତମ୍ଭ ଓ ୩x୩ ବାକ୍ସରେ କୌଣସି ଅଙ୍କ ପୁନରାବୃତ୍ତି ନ ହୁଏ।	[1172, 2067, 1322, 2161]
article-column-2b: କରିବାକୁ ଭୁଲି ନ ଥାନ୍ତି। ପ୍ରଚାର ମାଧ୍ୟମର ସାହାଯ୍ୟରେ ଏହି ଖବର ଶୀଘ୍ର ଚାରିଆଡ଼େ ବ୍ୟାପିଯାଏ ଓ ଦୂରଦୂରାନ୍ତରୁ ଲୋକେ ଆସି ପହଞ୍ଚନ୍ତି। ଏପରି ଘଟଣା କେବଳ ଗୋଟିଏ ଅଞ୍ଚଳରେ ସୀମିତ ନୁହେଁ। ଅନେକ ସ୍ଥାନରେ ଏଭଳି ସ୍ୱଘୋଷିତ ଦେବଦେବୀ ଓ ବାବାଙ୍କ ଉପସ୍ଥିତି ଦେଖାଯାଉଛି। ପ୍ରଶାସନ ଏଭଳି ଘଟଣା ପ୍ରତି ନୀରବ ଦର୍ଶକ ସାଜିଛି। ଅନ୍ଧବିଶ୍ୱାସ ବିରୋଧୀ ଆଇନ ଥିଲେ ମଧ୍ୟ ତାହାର କାର୍ଯ୍ୟକାରିତା ଦେଖାଯାଉନାହିଁ। ଏହି ପରିପ୍ରେକ୍ଷୀରେ ଆମକୁ ଭାବିବାକୁ ପଡ଼ିବ ଯେ ପ୍ରକୃତ ଶ୍ରଦ୍ଧା କ'ଣ ଓ ଉପହାସ କ'ଣ। ଧର୍ମ ମଣିଷକୁ ସଦାଚାର ଓ ମାନବିକତା ଶିଖାଏ, ଭୟ ଓ ଲୋଭ ନୁହେଁ। ଯେଉଁମାନେ ଦେବତାଙ୍କ ନାଁରେ ବ୍ୟବସାୟ କରୁଛନ୍ତି ସେମାନେ ପ୍ରକୃତରେ ଧର୍ମର ଉପହାସ କରୁଛନ୍ତି। ସମାଜର ସଚେତନ ବ୍ୟକ୍ତି, ଶିକ୍ଷକ ଓ ଗଣମାଧ୍ୟମ ଏ ଦିଗରେ ଲୋକଙ୍କୁ ସଚେତନ କରିବା ଦରକାର। ବୈଜ୍ଞାନିକ ଚିନ୍ତାଧାରାର ପ୍ରସାର ହିଁ ଅନ୍ଧବିଶ୍ୱାସକୁ ଦୂର କରିପାରିବ।	[336, 1343, 724, 1533]
answer-cell: 9	[1452, 2140, 1469, 2157]
envelope-icon	[1180, 204, 1214, 228]
answer-cell: 8	[1452, 2173, 1469, 2190]
sudoku-cell[interactable]	[1256, 1944, 1287, 1973]
contact-line: (Use only for letters to Editor, news & news photos)	[1196, 1439, 1468, 1468]
temple-prayer-photo	[548, 1060, 918, 1338]
sudoku-cell[interactable]	[1441, 1858, 1472, 1887]
contact-line: କେବଳ ସମ୍ପାଦକଙ୍କୁ ପତ୍ର, ଖବର ପାଇଁ ବ୍ୟବହାର କରନ୍ତୁ	[1193, 1401, 1471, 1415]
letter-title: ମିସ୍ ଭାରତ ବନାମ ପଲ୍ଲୀ ଜୀବନ	[1207, 1084, 1457, 1108]
answer-cell: 5	[1385, 2173, 1402, 2190]
footer-bar	[30, 2306, 90, 2326]
